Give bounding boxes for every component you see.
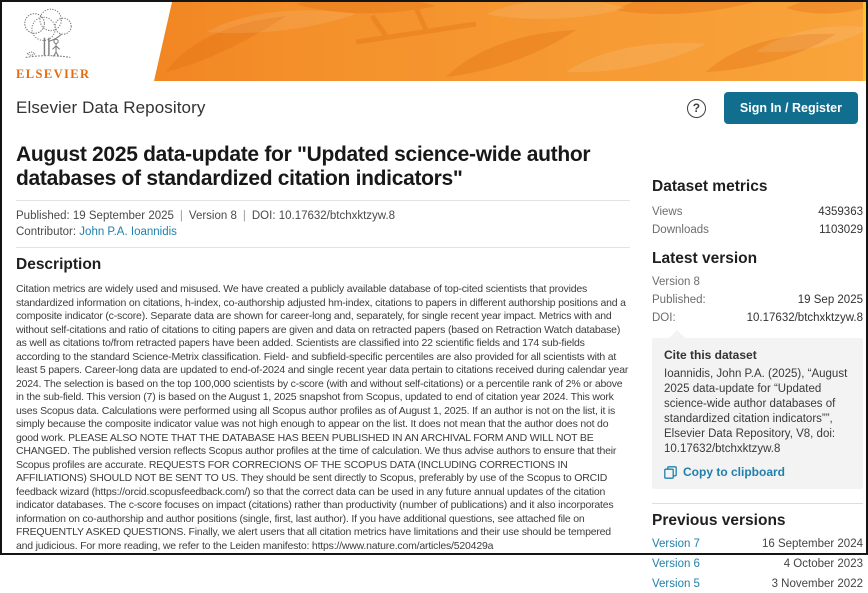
leaf-pattern-icon: [146, 2, 866, 81]
main-content: [16, 135, 630, 553]
meta-separator: |: [242, 210, 246, 222]
cite-heading: Cite this dataset: [664, 348, 757, 362]
elsevier-tree-icon: [16, 11, 80, 61]
help-icon[interactable]: [687, 99, 706, 118]
copy-label: Copy to clipboard: [683, 465, 785, 479]
header-banner: [2, 2, 866, 81]
version-5-link[interactable]: Version 5: [652, 578, 700, 590]
contributor-line: [16, 226, 630, 238]
divider: [16, 200, 630, 201]
metric-value: 1103029: [819, 224, 863, 236]
published-value: 19 Sep 2025: [797, 294, 863, 306]
sign-in-button[interactable]: Sign In / Register: [724, 92, 858, 124]
previous-versions-list: [652, 536, 863, 593]
copy-to-clipboard-button[interactable]: [664, 465, 851, 479]
meta-separator: |: [179, 210, 183, 222]
divider: [16, 247, 630, 248]
previous-version-row: [652, 576, 863, 593]
doi-label: DOI:: [652, 312, 676, 324]
dataset-metrics-heading: Dataset metrics: [652, 178, 768, 195]
previous-version-row: [652, 556, 863, 573]
version-label: Version 8: [188, 210, 237, 222]
latest-doi-row: [652, 310, 863, 326]
metric-label: Views: [652, 206, 683, 218]
version-6-link[interactable]: Version 6: [652, 558, 700, 570]
latest-published-row: [652, 292, 863, 308]
cite-box-notch: [668, 330, 686, 339]
banner-edge-accent: [863, 2, 866, 81]
metric-row-views: [652, 204, 863, 220]
latest-version-heading: Latest version: [652, 250, 758, 267]
published-date: Published: 19 September 2025: [16, 210, 174, 222]
citation-text: Ioannidis, John P.A. (2025), “August 2025 data-update for “Updated science-wide author databases of standardized citation indicators””, Elsevier Data Repository, V8, doi: 10.17632/btchxktzyw.8: [664, 368, 848, 455]
cite-dataset-box: [652, 338, 863, 489]
doi-text: DOI: 10.17632/btchxktzyw.8: [251, 210, 396, 222]
contributor-label: Contributor:: [16, 226, 77, 238]
metric-row-downloads: [652, 222, 863, 238]
description-text: Citation metrics are widely used and misused. We have created a publicly available database of top-cited scientists that provides standardized information on citations, h-index, co-authorship adjusted hm-index, citations to papers in different authorship positions and a composite indicator (c-score). Separate data are shown for career-long and, separately, for single recent year impact. Metrics with and without self-citations and ratio of citations to citing papers are given and data on retracted papers (based on Retraction Watch database) as well as citations to/from retracted papers have been added. Scientists are classified into 22 scientific fields and 174 sub-fields according to the standard Science-Metrix classification. Field- and subfield-specific percentiles are also provided for all scientists with at least 5 papers. Career-long data are updated to end-of-2024 and single recent year data pertain to citations received during calendar year 2024. The selection is based on the top 100,000 scientists by c-score (with and without self-citations) or a percentile rank of 2% or above in the sub-field. This version (7) is based on the August 1, 2025 snapshot from Scopus, updated to end of citation year 2024. This work uses Scopus data. Calculations were performed using all Scopus author profiles as of August 1, 2025. If an author is not on the list, it is simply because the composite indicator value was not high enough to appear on the list. It does not mean that the author does not do good work. PLEASE ALSO NOTE THAT THE DATABASE HAS BEEN PUBLISHED IN AN ARCHIVAL FORM AND WILL NOT BE CHANGED. The published version reflects Scopus author profiles at the time of calculation. We thus advise authors to ensure that their Scopus profiles are accurate. REQUESTS FOR CORRECIONS OF THE SCOPUS DATA (INCLUDING CORRECTIONS IN AFFILIATIONS) SHOULD NOT BE SENT TO US. They should be sent directly to Scopus, preferably by use of the Scopus to ORCID feedback wizard (https://orcid.scopusfeedback.com/) so that the correct data can be used in any future annual updates of the citation indicator databases. The c-score focuses on impact (citations) rather than productivity (number of publications) and it also incorporates information on co-authorship and author positions (single, first, last author). If you have additional questions, see attached file on FREQUENTLY ASKED QUESTIONS. Finally, we alert users that all citation metrics have limitations and their use should be tempered and judicious. For more reading, we refer to the Leiden manifesto: https://www.nature.com/articles/520429a: [16, 283, 629, 552]
published-label: Published:: [652, 294, 706, 306]
site-header: [2, 81, 866, 135]
help-glyph: ?: [692, 101, 701, 115]
description-heading: Description: [16, 256, 102, 273]
sidebar-divider: [652, 503, 863, 504]
elsevier-logo[interactable]: [16, 11, 96, 82]
banner-graphic: [2, 2, 866, 81]
copy-icon: [664, 466, 677, 479]
metric-value: 4359363: [818, 206, 863, 218]
header-actions: [687, 92, 858, 124]
elsevier-wordmark: ELSEVIER: [16, 67, 91, 81]
version-7-link[interactable]: Version 7: [652, 538, 700, 550]
site-title: Elsevier Data Repository: [16, 98, 206, 117]
version-date: 4 October 2023: [783, 558, 863, 570]
previous-versions-heading: Previous versions: [652, 512, 786, 529]
previous-version-row: [652, 536, 863, 553]
dataset-meta: [16, 210, 630, 222]
doi-value: 10.17632/btchxktzyw.8: [746, 312, 863, 324]
metrics-rows: [652, 204, 863, 238]
dataset-title: August 2025 data-update for "Updated science-wide author databases of standardized citation indicators": [16, 143, 591, 190]
contributor-link[interactable]: John P.A. Ioannidis: [79, 226, 177, 238]
metric-label: Downloads: [652, 224, 709, 236]
version-date: 16 September 2024: [761, 538, 863, 550]
sidebar: [652, 178, 863, 593]
version-date: 3 November 2022: [771, 578, 863, 590]
latest-version-number: Version 8: [652, 276, 700, 288]
